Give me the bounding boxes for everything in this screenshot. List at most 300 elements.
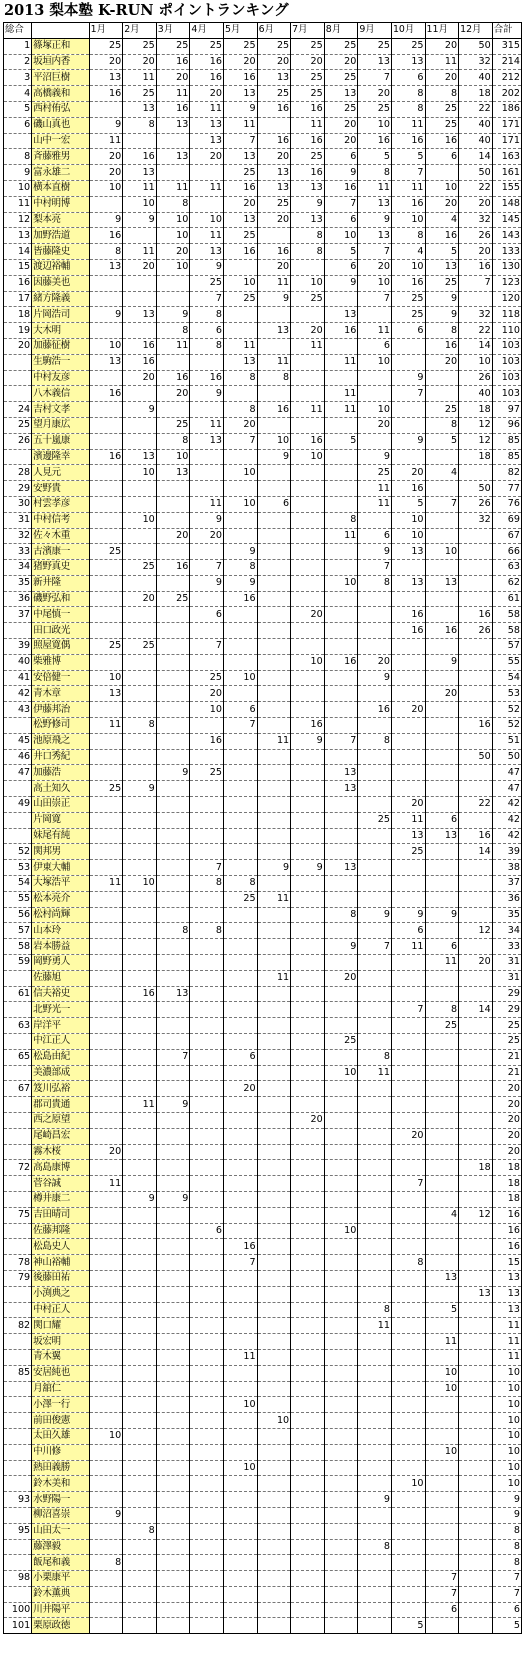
points-cell xyxy=(358,970,392,986)
points-cell xyxy=(459,1586,493,1602)
points-cell xyxy=(223,1586,257,1602)
rank-cell: 49 xyxy=(4,797,32,813)
total-cell: 13 xyxy=(492,1302,521,1318)
name-cell: 吉村文孝 xyxy=(32,402,89,418)
points-cell: 5 xyxy=(391,149,425,165)
points-cell xyxy=(89,101,123,117)
points-cell: 11 xyxy=(190,228,224,244)
points-cell: 10 xyxy=(425,1365,459,1381)
points-cell: 25 xyxy=(89,639,123,655)
rank-cell: 61 xyxy=(4,986,32,1002)
name-cell: 青木章 xyxy=(32,686,89,702)
points-cell xyxy=(324,544,358,560)
points-cell: 13 xyxy=(425,1270,459,1286)
points-cell xyxy=(257,1381,291,1397)
points-cell xyxy=(391,1065,425,1081)
points-cell xyxy=(324,1144,358,1160)
points-cell: 4 xyxy=(425,212,459,228)
points-cell: 25 xyxy=(257,38,291,54)
points-cell: 7 xyxy=(358,244,392,260)
points-cell xyxy=(156,1507,190,1523)
rank-cell xyxy=(4,1586,32,1602)
points-cell xyxy=(123,1618,157,1634)
points-cell: 11 xyxy=(425,955,459,971)
points-cell: 9 xyxy=(291,733,325,749)
points-cell: 6 xyxy=(190,607,224,623)
points-cell: 7 xyxy=(358,70,392,86)
points-cell: 10 xyxy=(391,512,425,528)
points-cell xyxy=(156,1318,190,1334)
points-cell: 11 xyxy=(391,180,425,196)
points-cell: 13 xyxy=(324,781,358,797)
points-cell: 25 xyxy=(391,291,425,307)
points-cell xyxy=(89,1160,123,1176)
points-cell: 13 xyxy=(425,259,459,275)
points-cell xyxy=(459,765,493,781)
points-cell xyxy=(223,986,257,1002)
table-row xyxy=(4,907,522,923)
points-cell: 16 xyxy=(358,702,392,718)
table-row xyxy=(4,338,522,354)
points-cell xyxy=(156,1034,190,1050)
points-cell: 13 xyxy=(123,449,157,465)
total-cell: 123 xyxy=(492,275,521,291)
points-cell: 10 xyxy=(156,259,190,275)
points-cell xyxy=(257,544,291,560)
points-cell xyxy=(324,623,358,639)
points-cell xyxy=(123,670,157,686)
rank-cell: 18 xyxy=(4,307,32,323)
points-cell xyxy=(425,970,459,986)
points-cell: 11 xyxy=(123,70,157,86)
points-cell xyxy=(156,512,190,528)
points-cell xyxy=(324,1049,358,1065)
points-cell xyxy=(324,1523,358,1539)
points-cell: 8 xyxy=(358,165,392,181)
points-cell xyxy=(89,1128,123,1144)
points-cell xyxy=(459,1413,493,1429)
points-cell xyxy=(291,1349,325,1365)
points-cell xyxy=(358,844,392,860)
points-cell: 22 xyxy=(459,323,493,339)
total-cell: 10 xyxy=(492,1381,521,1397)
points-cell xyxy=(291,465,325,481)
points-cell xyxy=(425,1492,459,1508)
rank-cell: 4 xyxy=(4,86,32,102)
points-cell: 20 xyxy=(391,465,425,481)
points-cell: 18 xyxy=(459,86,493,102)
points-cell xyxy=(291,749,325,765)
points-cell xyxy=(358,1002,392,1018)
points-cell: 6 xyxy=(358,528,392,544)
name-cell: 松本亮介 xyxy=(32,891,89,907)
points-cell: 9 xyxy=(358,544,392,560)
total-cell: 212 xyxy=(492,70,521,86)
name-cell: 山中一宏 xyxy=(32,133,89,149)
points-cell xyxy=(89,1286,123,1302)
points-cell: 7 xyxy=(358,939,392,955)
table-row xyxy=(4,149,522,165)
points-cell xyxy=(291,907,325,923)
points-cell xyxy=(391,449,425,465)
points-cell xyxy=(391,591,425,607)
points-cell: 20 xyxy=(324,133,358,149)
table-row xyxy=(4,1365,522,1381)
points-cell xyxy=(257,907,291,923)
points-cell: 13 xyxy=(324,860,358,876)
points-cell xyxy=(89,575,123,591)
points-cell: 20 xyxy=(190,149,224,165)
points-cell: 20 xyxy=(89,1144,123,1160)
points-cell xyxy=(123,1049,157,1065)
rank-cell xyxy=(4,1460,32,1476)
points-cell: 25 xyxy=(223,891,257,907)
points-cell: 32 xyxy=(459,307,493,323)
name-cell: 妹尾有純 xyxy=(32,828,89,844)
points-cell xyxy=(123,1397,157,1413)
points-cell xyxy=(257,1049,291,1065)
points-cell: 13 xyxy=(89,686,123,702)
points-cell: 6 xyxy=(190,323,224,339)
points-cell: 20 xyxy=(358,417,392,433)
points-cell xyxy=(324,1571,358,1587)
table-row xyxy=(4,623,522,639)
points-cell: 10 xyxy=(223,496,257,512)
points-cell xyxy=(358,1586,392,1602)
points-cell xyxy=(425,1034,459,1050)
total-cell: 20 xyxy=(492,1081,521,1097)
points-cell: 16 xyxy=(459,607,493,623)
points-cell: 8 xyxy=(223,560,257,576)
points-cell xyxy=(358,1191,392,1207)
points-cell xyxy=(257,1270,291,1286)
points-cell xyxy=(257,1555,291,1571)
table-row xyxy=(4,275,522,291)
rank-cell xyxy=(4,1349,32,1365)
points-cell: 20 xyxy=(190,86,224,102)
points-cell: 11 xyxy=(324,354,358,370)
points-cell xyxy=(257,654,291,670)
points-cell: 13 xyxy=(156,149,190,165)
points-cell: 11 xyxy=(223,117,257,133)
points-cell xyxy=(123,1207,157,1223)
points-cell xyxy=(223,1065,257,1081)
points-cell xyxy=(257,1318,291,1334)
points-cell xyxy=(358,828,392,844)
rank-cell: 25 xyxy=(4,417,32,433)
points-cell: 10 xyxy=(89,180,123,196)
points-cell: 20 xyxy=(291,1112,325,1128)
points-cell xyxy=(223,528,257,544)
points-cell xyxy=(190,844,224,860)
points-cell xyxy=(291,1444,325,1460)
total-cell: 58 xyxy=(492,607,521,623)
points-cell: 11 xyxy=(391,812,425,828)
points-cell: 10 xyxy=(425,1381,459,1397)
points-cell xyxy=(190,749,224,765)
points-cell xyxy=(156,1223,190,1239)
points-cell xyxy=(459,291,493,307)
points-cell xyxy=(425,1160,459,1176)
points-cell: 9 xyxy=(223,544,257,560)
points-cell: 13 xyxy=(156,465,190,481)
points-cell xyxy=(123,133,157,149)
rank-cell: 28 xyxy=(4,465,32,481)
points-cell: 13 xyxy=(89,354,123,370)
table-row xyxy=(4,939,522,955)
points-cell: 10 xyxy=(425,1444,459,1460)
points-cell: 9 xyxy=(156,1097,190,1113)
points-cell: 13 xyxy=(190,244,224,260)
points-cell xyxy=(257,1539,291,1555)
points-cell xyxy=(156,1018,190,1034)
points-cell xyxy=(190,1049,224,1065)
points-cell xyxy=(190,1507,224,1523)
points-cell xyxy=(257,1065,291,1081)
points-cell: 16 xyxy=(89,386,123,402)
table-row xyxy=(4,891,522,907)
points-cell xyxy=(89,465,123,481)
points-cell xyxy=(358,433,392,449)
rank-cell: 43 xyxy=(4,702,32,718)
points-cell: 6 xyxy=(425,939,459,955)
total-cell: 50 xyxy=(492,749,521,765)
points-cell xyxy=(391,1539,425,1555)
table-row xyxy=(4,528,522,544)
points-cell xyxy=(123,654,157,670)
points-cell xyxy=(156,1112,190,1128)
name-cell: 平沼巨樹 xyxy=(32,70,89,86)
points-cell xyxy=(324,370,358,386)
points-cell xyxy=(156,1176,190,1192)
points-cell: 11 xyxy=(156,86,190,102)
points-cell xyxy=(190,1586,224,1602)
points-cell xyxy=(391,1302,425,1318)
name-cell: 照屋寛偶 xyxy=(32,639,89,655)
points-cell xyxy=(89,275,123,291)
points-cell: 25 xyxy=(358,38,392,54)
points-cell xyxy=(358,1160,392,1176)
name-cell: 中村信考 xyxy=(32,512,89,528)
points-cell: 16 xyxy=(89,449,123,465)
header-month: 9月 xyxy=(358,23,392,39)
points-cell: 25 xyxy=(156,591,190,607)
points-cell: 8 xyxy=(190,923,224,939)
points-cell: 10 xyxy=(223,670,257,686)
points-cell: 25 xyxy=(190,765,224,781)
total-cell: 54 xyxy=(492,670,521,686)
rank-cell: 85 xyxy=(4,1365,32,1381)
points-cell xyxy=(123,765,157,781)
rank-cell: 9 xyxy=(4,165,32,181)
points-cell xyxy=(291,1002,325,1018)
points-cell xyxy=(425,1081,459,1097)
points-cell xyxy=(123,1555,157,1571)
name-cell: 田口政光 xyxy=(32,623,89,639)
total-cell: 42 xyxy=(492,797,521,813)
points-cell xyxy=(156,1539,190,1555)
rank-cell xyxy=(4,1176,32,1192)
points-cell xyxy=(156,749,190,765)
points-cell xyxy=(358,1365,392,1381)
points-cell xyxy=(190,165,224,181)
points-cell: 16 xyxy=(223,244,257,260)
rank-cell: 101 xyxy=(4,1618,32,1634)
rank-cell: 47 xyxy=(4,765,32,781)
name-cell: 横本直樹 xyxy=(32,180,89,196)
points-cell: 8 xyxy=(89,1555,123,1571)
points-cell xyxy=(391,876,425,892)
points-cell xyxy=(223,654,257,670)
points-cell xyxy=(324,923,358,939)
points-cell xyxy=(123,1081,157,1097)
total-cell: 133 xyxy=(492,244,521,260)
rank-cell: 100 xyxy=(4,1602,32,1618)
points-cell xyxy=(459,1065,493,1081)
page-title: 2013 梨本塾 K-RUN ポイントランキング xyxy=(4,2,289,19)
points-cell xyxy=(190,797,224,813)
points-cell: 25 xyxy=(156,38,190,54)
name-cell: 山田崇正 xyxy=(32,797,89,813)
table-row xyxy=(4,1428,522,1444)
table-row xyxy=(4,433,522,449)
points-cell xyxy=(291,1539,325,1555)
table-row xyxy=(4,781,522,797)
points-cell xyxy=(459,1555,493,1571)
points-cell xyxy=(324,1207,358,1223)
points-cell xyxy=(89,1065,123,1081)
table-row xyxy=(4,955,522,971)
points-cell xyxy=(358,686,392,702)
points-cell: 25 xyxy=(190,670,224,686)
points-cell: 16 xyxy=(291,433,325,449)
total-cell: 61 xyxy=(492,591,521,607)
table-row xyxy=(4,797,522,813)
points-cell xyxy=(291,1365,325,1381)
points-cell xyxy=(391,860,425,876)
points-cell: 25 xyxy=(291,70,325,86)
points-cell: 7 xyxy=(358,291,392,307)
table-row xyxy=(4,512,522,528)
points-cell xyxy=(391,1334,425,1350)
table-row xyxy=(4,828,522,844)
header-month: 1月 xyxy=(89,23,123,39)
points-cell xyxy=(459,1018,493,1034)
points-cell xyxy=(156,575,190,591)
points-cell xyxy=(156,275,190,291)
points-cell: 11 xyxy=(358,1318,392,1334)
header-name xyxy=(32,23,89,39)
points-cell: 4 xyxy=(425,465,459,481)
rank-cell: 36 xyxy=(4,591,32,607)
points-cell xyxy=(257,1444,291,1460)
points-cell xyxy=(223,1492,257,1508)
points-cell xyxy=(223,1302,257,1318)
points-cell: 13 xyxy=(391,828,425,844)
points-cell: 8 xyxy=(358,1302,392,1318)
table-row xyxy=(4,307,522,323)
table-row xyxy=(4,496,522,512)
points-cell: 20 xyxy=(190,528,224,544)
points-cell: 13 xyxy=(358,54,392,70)
rank-cell xyxy=(4,1097,32,1113)
table-row xyxy=(4,212,522,228)
points-cell xyxy=(89,417,123,433)
points-cell xyxy=(358,1602,392,1618)
points-cell xyxy=(358,1413,392,1429)
points-cell xyxy=(223,1365,257,1381)
points-cell: 7 xyxy=(391,1176,425,1192)
points-cell xyxy=(391,733,425,749)
points-cell xyxy=(291,1318,325,1334)
points-cell: 26 xyxy=(459,623,493,639)
points-cell xyxy=(156,1523,190,1539)
points-cell xyxy=(391,1223,425,1239)
points-cell xyxy=(223,1286,257,1302)
points-cell: 20 xyxy=(291,607,325,623)
total-cell: 18 xyxy=(492,1160,521,1176)
points-cell xyxy=(190,481,224,497)
table-row xyxy=(4,386,522,402)
total-cell: 10 xyxy=(492,1397,521,1413)
points-cell xyxy=(324,1270,358,1286)
points-cell xyxy=(459,544,493,560)
total-cell: 77 xyxy=(492,481,521,497)
points-cell xyxy=(223,844,257,860)
points-cell: 8 xyxy=(123,1523,157,1539)
name-cell: 佐藤邦隆 xyxy=(32,1223,89,1239)
name-cell: 後藤田祐 xyxy=(32,1270,89,1286)
points-cell: 25 xyxy=(223,165,257,181)
points-cell: 8 xyxy=(223,402,257,418)
rank-cell: 41 xyxy=(4,670,32,686)
name-cell: 高島康博 xyxy=(32,1160,89,1176)
points-cell: 6 xyxy=(257,496,291,512)
points-cell xyxy=(459,812,493,828)
points-cell xyxy=(324,1476,358,1492)
points-cell xyxy=(223,1018,257,1034)
rank-cell xyxy=(4,1065,32,1081)
points-cell xyxy=(391,1112,425,1128)
rank-cell: 67 xyxy=(4,1081,32,1097)
points-cell xyxy=(223,1413,257,1429)
points-cell xyxy=(257,828,291,844)
points-cell xyxy=(425,923,459,939)
points-cell: 9 xyxy=(425,307,459,323)
points-cell: 12 xyxy=(459,433,493,449)
header-month: 4月 xyxy=(190,23,224,39)
points-cell xyxy=(459,702,493,718)
points-cell: 13 xyxy=(324,765,358,781)
points-cell xyxy=(291,1128,325,1144)
points-cell: 16 xyxy=(459,718,493,734)
header-month: 5月 xyxy=(223,23,257,39)
points-cell xyxy=(89,1112,123,1128)
points-cell xyxy=(223,733,257,749)
points-cell: 14 xyxy=(459,844,493,860)
name-cell: 西之原望 xyxy=(32,1112,89,1128)
rank-cell: 82 xyxy=(4,1318,32,1334)
points-cell: 8 xyxy=(123,117,157,133)
points-cell: 8 xyxy=(223,370,257,386)
points-cell xyxy=(156,1444,190,1460)
points-cell xyxy=(358,1097,392,1113)
points-cell: 11 xyxy=(89,1176,123,1192)
points-cell: 8 xyxy=(291,244,325,260)
points-cell xyxy=(257,465,291,481)
points-cell xyxy=(425,844,459,860)
points-cell: 20 xyxy=(123,591,157,607)
